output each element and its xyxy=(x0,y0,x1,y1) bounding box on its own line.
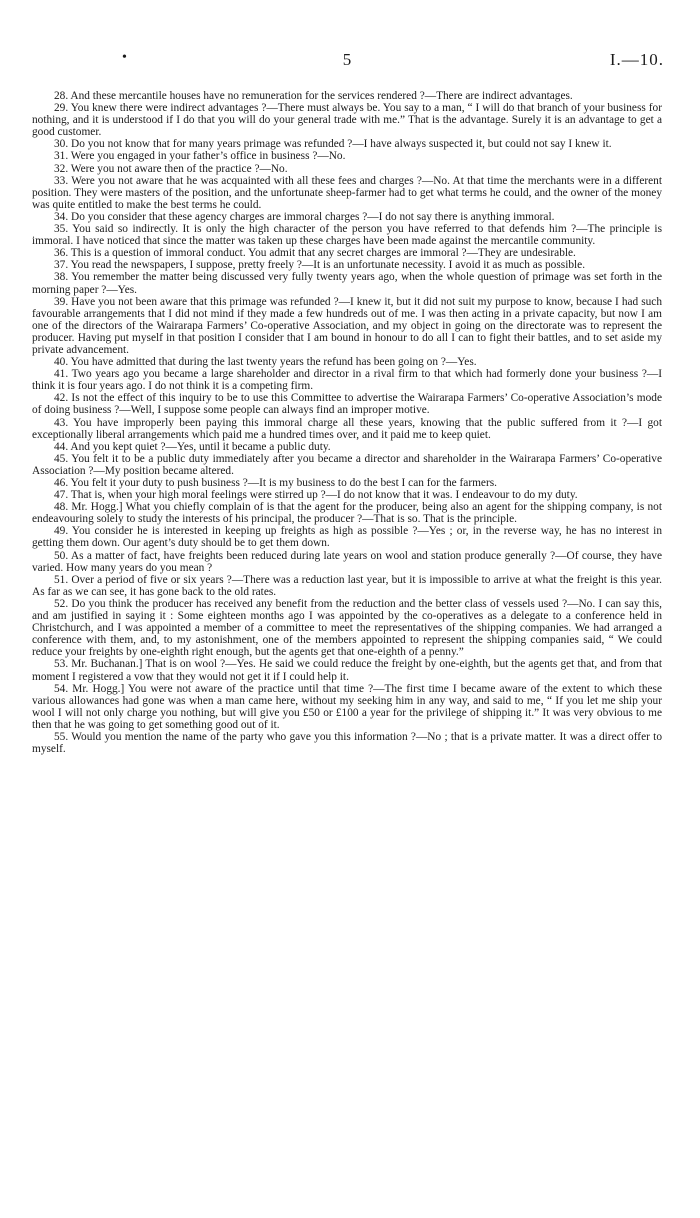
paragraph-34: 34. Do you consider that these agency charges are immoral charges ?—I do not say there is anything immoral. xyxy=(54,210,555,223)
document-reference: I.—10. xyxy=(609,50,664,69)
paragraph-30: 30. Do you not know that for many years primage was refunded ?—I have always suspected it, but could not say I knew it. xyxy=(54,138,612,151)
paragraph-45: 45. You felt it to be a public duty immediately after you became a director and shareholder in the Wairarapa Farmers’ Co-operative Association ?—My position became altered. xyxy=(32,452,662,477)
paragraph-44: 44. And you kept quiet ?—Yes, until it became a public duty. xyxy=(54,440,331,453)
paragraph-33: 33. Were you not aware that he was acquainted with all these fees and charges ?—No. At that time the merchants were in a different position. They were masters of the position, and the unfortunate sheep-farmer had to get what terms he could, and the owner of the money was quite entitled to make the best terms he could. xyxy=(32,174,662,211)
paragraph-37: 37. You read the newspapers, I suppose, pretty freely ?—It is an unfortunate necessity. I avoid it as much as possible. xyxy=(54,259,586,272)
paragraph-42: 42. Is not the effect of this inquiry to be to use this Committee to advertise the Wairarapa Farmers’ Co-operative Association’s mode of doing business ?—Well, I suppose some people can always find an improper motive. xyxy=(32,392,662,417)
paragraph-41: 41. Two years ago you became a large shareholder and director in a rival firm to that which had formerly done your business ?—I think it is four years ago. I do not think it is a competing firm. xyxy=(32,368,662,393)
paragraph-35: 35. You said so indirectly. It is only the high character of the person you have referred to that defends him ?—The principle is immoral. I have noticed that since the matter was taken up these charges have been made against the mercantile community. xyxy=(32,223,662,248)
paragraph-38: 38. You remember the matter being discussed very fully twenty years ago, when the whole question of primage was set forth in the morning paper ?—Yes. xyxy=(32,271,662,296)
paragraph-52: 52. Do you think the producer has received any benefit from the reduction and the better class of vessels used ?—No. I can say this, and am justified in saying it : Some eighteen months ago I was appointed by the co-operatives as a delegate to a conference held in Christchurch, and I was appointed a member of a committee to meet the representatives of the shipping companies. We had arranged a conference with them, and, to my astonishment, one of the members appointed to represent the shipping companies said, “ We could reduce your freights by one-eighth right enough, but the agents get that one-eighth of a penny.” xyxy=(32,597,662,659)
paragraph-49: 49. You consider he is interested in keeping up freights as high as possible ?—Yes ; or, in the reverse way, he has no interest in getting them down. Our agent’s duty should be to get them down. xyxy=(32,525,662,550)
paragraph-40: 40. You have admitted that during the last twenty years the refund has been going on ?—Yes. xyxy=(54,356,477,369)
page-number: 5 xyxy=(342,50,352,69)
paragraph-36: 36. This is a question of immoral conduct. You admit that any secret charges are immoral ?—They are undesirable. xyxy=(54,247,576,260)
paragraph-29: 29. You knew there were indirect advantages ?—There must always be. You say to a man, “ I will do that branch of your business for nothing, and it is understood if I do that you will do your general trade with me.” That is the advantage. Surely it is an advantage to get a good customer. xyxy=(32,102,662,139)
paragraph-50: 50. As a matter of fact, have freights been reduced during late years on wool and station produce generally ?—Of course, they have varied. How many years do you mean ? xyxy=(32,549,662,574)
paragraph-39: 39. Have you not been aware that this primage was refunded ?—I knew it, but it did not suit my purpose to know, because I had such favourable arrangements that I did not mind if they made a few hundreds out of me. I was then acting in a private capacity, but now I am one of the directors of the Wairarapa Farmers’ Co-operative Association, and my object in going on the directorate was to represent the producer. Having put myself in that position I consider that I am bound in honour to do all I can to fight their battles, and to set aside my private advancement. xyxy=(32,295,662,356)
document-page xyxy=(32,50,664,756)
header-dot: • xyxy=(122,50,127,65)
paragraph-31: 31. Were you engaged in your father’s office in business ?—No. xyxy=(54,150,346,163)
paragraph-47: 47. That is, when your high moral feelings were stirred up ?—I do not know that it was. I endeavour to do my duty. xyxy=(54,489,578,502)
page-header xyxy=(32,50,662,78)
paragraph-32: 32. Were you not aware then of the practice ?—No. xyxy=(54,162,288,175)
paragraph-28: 28. And these mercantile houses have no remuneration for the services rendered ?—There are indirect advantages. xyxy=(54,90,573,102)
paragraph-43: 43. You have improperly been paying this immoral charge all these years, knowing that the public suffered from it ?—I got exceptionally liberal arrangements which paid me a hundred times over, and it paid me to keep quiet. xyxy=(32,416,662,441)
document-body xyxy=(32,90,662,755)
paragraph-53: 53. Mr. Buchanan.] That is on wool ?—Yes. He said we could reduce the freight by one-eighth, but the agents get that, and from that moment I registered a vow that they would not get it if I could help it. xyxy=(32,658,662,683)
paragraph-51: 51. Over a period of five or six years ?—There was a reduction last year, but it is impossible to arrive at what the freight is this year. As far as we can see, it has gone back to the old rates. xyxy=(32,573,662,598)
paragraph-55: 55. Would you mention the name of the party who gave you this information ?—No ; that is a private matter. It was a direct offer to myself. xyxy=(32,730,662,756)
paragraph-54: 54. Mr. Hogg.] You were not aware of the practice until that time ?—The first time I became aware of the extent to which these various allowances had gone was when a man came here, without my seeking him in any way, and said to me, “ If you let me ship your wool I will not only charge you nothing, but will give you £50 or £100 a year for the privilege of shipping it.” It was very obvious to me then that he was going to get something good out of it. xyxy=(32,682,662,731)
paragraph-48: 48. Mr. Hogg.] What you chiefly complain of is that the agent for the producer, being also an agent for the shipping company, is not endeavouring solely to study the interests of his principal, the producer ?—That is so. That is the principle. xyxy=(32,501,662,526)
paragraph-46: 46. You felt it your duty to push business ?—It is my business to do the best I can for the farmers. xyxy=(54,477,497,489)
